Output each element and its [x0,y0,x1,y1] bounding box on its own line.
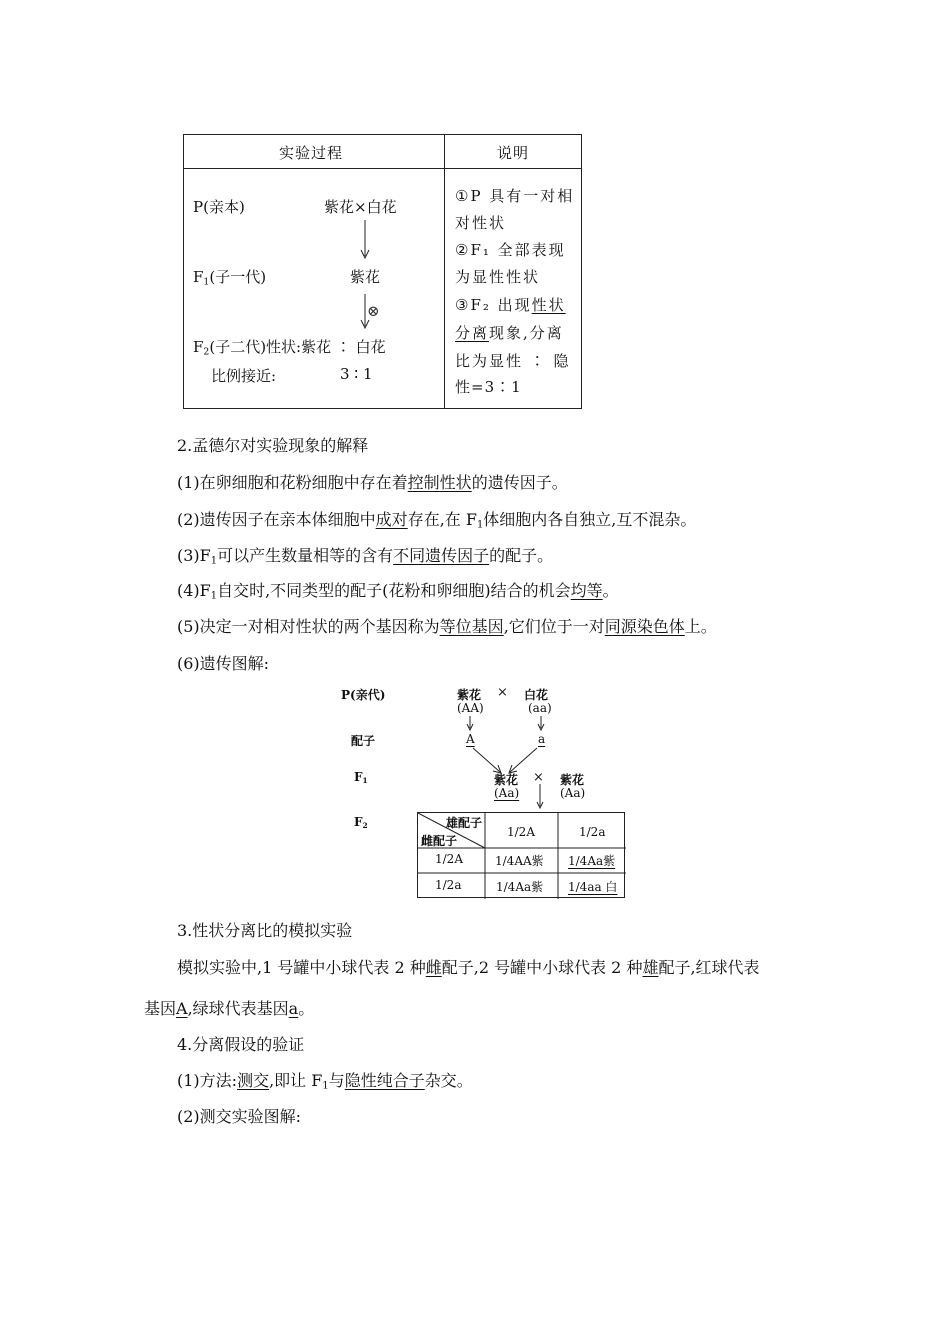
diagram-f1-right: 紫花 [560,773,585,787]
diagram-parent2-genotype: (aa) [528,701,552,715]
punnett-cell: 1/4Aa紫 [496,880,544,894]
ratio-label: 比例接近: [211,367,277,385]
diagram-parent2: 白花 [524,688,549,702]
diagram-f1-left: 紫花 [494,773,519,787]
section2-item1: (1)在卵细胞和花粉细胞中存在着控制性状的遗传因子。 [177,473,568,492]
section2-item2: (2)遗传因子在亲本体细胞中成对存在,在 $F_1$体细胞内各自独立,互不混杂。 [177,510,697,531]
explain-line-3: ②F₁ 全部表现 [455,241,566,259]
table-divider-vertical [444,135,445,408]
punnett-square [417,812,625,898]
punnett-row-header: 1/2A [435,852,463,866]
explain-line-6: 分离现象,分离 [455,324,564,342]
punnett-female-header: 雌配子 [421,834,458,848]
diagram-f1-left-genotype: (Aa) [494,786,520,800]
explain-line-8: 性=3∶1 [455,378,522,396]
punnett-cell: 1/4Aa紫 [568,854,616,868]
section2-title: 2.孟德尔对实验现象的解释 [177,436,369,455]
explain-line-7: 比为显性 ∶ 隐 [455,352,571,370]
section2-item6: (6)遗传图解: [177,654,270,673]
punnett-row-header: 1/2a [435,878,462,892]
table-header-explain: 说明 [497,144,530,162]
f1-value: 紫花 [350,268,381,286]
explain-line-5: ③F₂ 出现性状 [455,296,566,314]
punnett-male-header: 雄配子 [446,816,483,830]
f2-label: $F_2$(子二代)性状:紫花 ∶ 白花 [193,338,386,358]
diagram-f1-label: $F_1$ [354,770,368,785]
diagram-p-label: P(亲代) [341,688,386,702]
p-parent-label: P(亲本) [193,198,245,216]
section4-item1: (1)方法:测交,即让 $F_1$与隐性纯合子杂交。 [177,1071,473,1092]
p-parent-cross: 紫花×白花 [324,198,397,216]
diagram-parent1: 紫花 [457,688,482,702]
section2-item4: $(4)F_1$自交时,不同类型的配子(花粉和卵细胞)结合的机会均等。 [177,581,619,602]
punnett-cell: 1/4AA紫 [495,854,544,868]
explain-line-2: 对性状 [455,214,507,232]
selfing-icon: ⊗ [367,302,380,320]
section2-item5: (5)决定一对相对性状的两个基因称为等位基因,它们位于一对同源染色体上。 [177,617,717,636]
punnett-col-header: 1/2A [507,825,535,839]
table-header-process: 实验过程 [279,144,344,162]
section2-item3: $(3)F_1$可以产生数量相等的含有不同遗传因子的配子。 [177,546,554,567]
section3-title: 3.性状分离比的模拟实验 [177,921,353,940]
diagram-gamete-A: A [466,732,475,746]
section4-title: 4.分离假设的验证 [177,1035,305,1054]
ratio-value: 3 ∶ 1 [340,365,373,383]
diagram-gamete-a: a [538,732,546,746]
diagram-f2-label: $F_2$ [354,815,368,830]
diagram-cross-f1: × [533,770,544,785]
punnett-cell: 1/4aa 白 [568,880,618,894]
diagram-parent1-genotype: (AA) [457,701,484,715]
table-divider-horizontal [184,168,581,169]
diagram-cross-p: × [497,685,508,700]
section3-line2: 基因A,绿球代表基因a。 [144,999,315,1018]
f1-label: $F_1$(子一代) [193,268,267,288]
punnett-col-header: 1/2a [579,825,606,839]
explain-line-4: 为显性性状 [455,268,541,286]
diagram-gamete-label: 配子 [351,734,376,748]
explain-line-1: ①P 具有一对相 [455,187,575,205]
section4-item2: (2)测交实验图解: [177,1107,302,1126]
section3-line1: 模拟实验中,1 号罐中小球代表 2 种雌配子,2 号罐中小球代表 2 种雄配子,红球代表 [177,958,760,977]
diagram-f1-right-genotype: (Aa) [560,786,586,800]
